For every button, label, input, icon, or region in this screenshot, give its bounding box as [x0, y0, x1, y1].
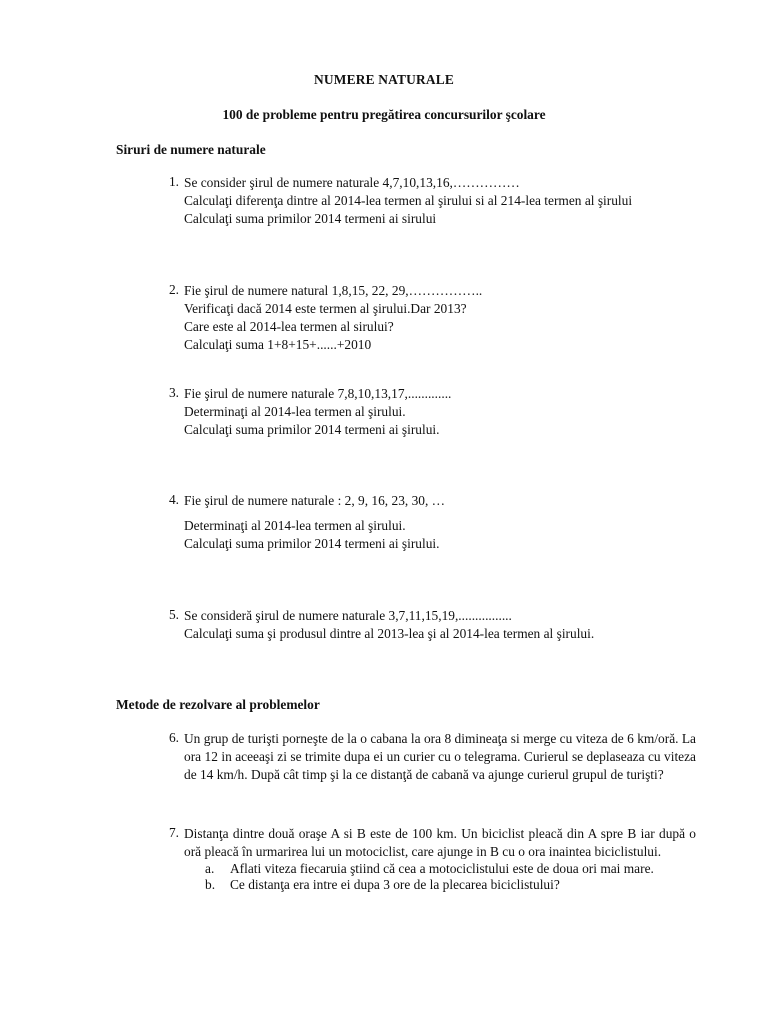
- problem-line: Calculaţi suma primilor 2014 termeni ai şirului.: [184, 422, 440, 437]
- problem-line: Care este al 2014-lea termen al sirului?: [184, 319, 394, 334]
- problem-line: Calculaţi suma şi produsul dintre al 2013-lea şi al 2014-lea termen al şirului.: [184, 626, 595, 641]
- problem-text: Distanţa dintre două oraşe A si B este de 100 km. Un biciclist pleacă din A spre B iar după o oră pleacă în urmarirea lui un motociclist, care ajunge in B cu o ora inaintea biciclistului.: [184, 826, 696, 859]
- problem-line: Determinaţi al 2014-lea termen al şirului.: [184, 404, 406, 419]
- problem-number: 6.: [168, 730, 179, 745]
- problem-number: 4.: [168, 492, 179, 507]
- subquestion-text: Aflati viteza fiecaruia ştiind că cea a motociclistului este de doua ori mai mare.: [230, 861, 654, 876]
- problem-line: Verificaţi dacă 2014 este termen al şirului.Dar 2013?: [184, 301, 467, 316]
- subquestion-text: Ce distanţa era intre ei dupa 3 ore de la plecarea biciclistului?: [230, 877, 560, 892]
- section-heading-sequences: Siruri de numere naturale: [116, 142, 266, 157]
- subquestion-b: [206, 877, 696, 893]
- problem-text: Un grup de turişti porneşte de la o cabana la ora 8 dimineaţa si merge cu viteza de 6 km/oră. La ora 12 in aceeaşi zi se trimite dupa ei un curier cu o telegrama. Curierul se deplaseaza cu viteza de 14 km/h. După cât timp şi la ce distanţă de cabană va ajunge curierul grupul de turişti?: [184, 731, 696, 782]
- problem-number: 3.: [168, 385, 179, 400]
- subquestion-letter: a.: [205, 861, 215, 876]
- problem-line: Fie şirul de numere naturale : 2, 9, 16, 23, 30, …: [184, 493, 446, 508]
- section-heading-methods: Metode de rezolvare al problemelor: [116, 697, 320, 712]
- subquestion-a: [206, 861, 696, 877]
- page-subtitle: 100 de probleme pentru pregătirea concursurilor şcolare: [222, 107, 546, 122]
- problem-line: Fie şirul de numere natural 1,8,15, 22, 29,……………..: [184, 283, 483, 298]
- page-title: NUMERE NATURALE: [313, 72, 454, 87]
- problem-line: Se consideră şirul de numere naturale 3,7,11,15,19,................: [184, 608, 512, 623]
- problem-line: Determinaţi al 2014-lea termen al şirului.: [184, 518, 406, 533]
- problem-number: 5.: [168, 607, 179, 622]
- problem-number: 7.: [168, 825, 179, 840]
- problem-line: Calculaţi suma primilor 2014 termeni ai şirului.: [184, 536, 440, 551]
- problem-number: 2.: [168, 282, 179, 297]
- problem-line: Calculaţi diferenţa dintre al 2014-lea termen al şirului si al 214-lea termen al şirului: [184, 193, 633, 208]
- problem-number: 1.: [168, 174, 179, 189]
- problem-line: Se consider şirul de numere naturale 4,7,10,13,16,……………: [184, 175, 520, 190]
- problem-line: Calculaţi suma 1+8+15+......+2010: [184, 337, 372, 352]
- subquestion-letter: b.: [205, 877, 216, 892]
- problem-line: Fie şirul de numere naturale 7,8,10,13,17,.............: [184, 386, 452, 401]
- problem-line: Calculaţi suma primilor 2014 termeni ai sirului: [184, 211, 437, 226]
